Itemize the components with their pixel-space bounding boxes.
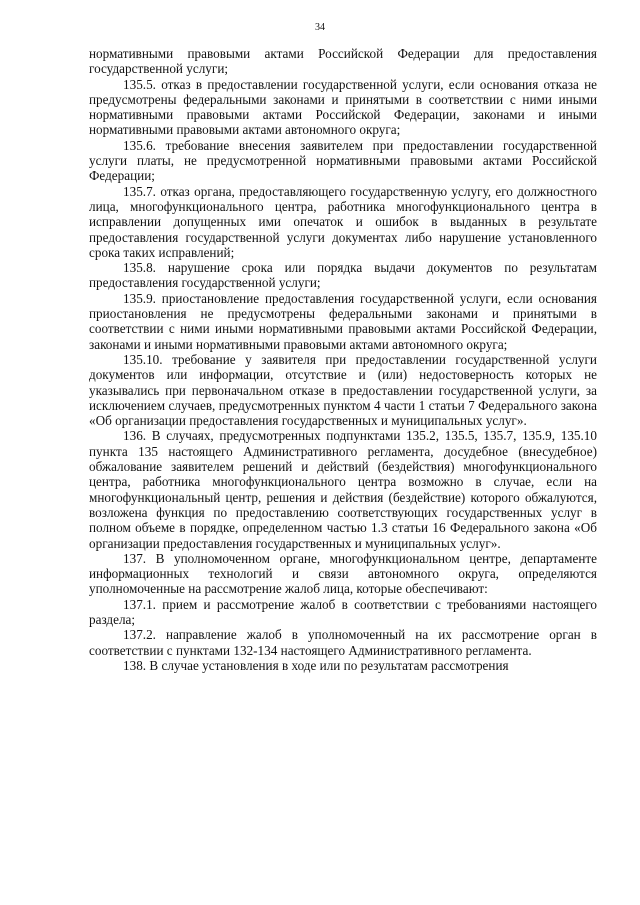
paragraph-135-5: 135.5. отказ в предоставлении государственной услуги, если основания отказа не предусмотрены федеральными законами и принятыми в соответствии с ними иными нормативными правовыми актами Российской Федерации, законами и иными нормативными правовыми актами автономного округа; — [89, 76, 597, 138]
paragraph-136: 136. В случаях, предусмотренных подпунктами 135.2, 135.5, 135.7, 135.9, 135.10 пункта 135 настоящего Административного регламента, досудебное (внесудебное) обжалование заявителем решений и действий (бездействия) многофункционального центра, работника многофункционального центра возможно в случае, если на многофункциональный центр, решения и действия (бездействие) которого обжалуются, возложена функция по предоставлению соответствующих государственных услуг в полном объеме в порядке, определенном частью 1.3 статьи 16 Федерального закона «Об организации предоставления государственных и муниципальных услуг». — [89, 428, 597, 551]
paragraph-137-2: 137.2. направление жалоб в уполномоченный на их рассмотрение орган в соответствии с пунктами 132-134 настоящего Административного регламента. — [89, 627, 597, 658]
paragraph-continuation: нормативными правовыми актами Российской Федерации для предоставления государственной услуги; — [89, 46, 597, 77]
paragraph-135-7: 135.7. отказ органа, предоставляющего государственную услугу, его должностного лица, многофункционального центра, работника многофункционального центра в исправлении допущенных ими опечаток и ошибок в выданных в результате предоставления государственной услуги документах либо нарушение установленного срока таких исправлений; — [89, 183, 597, 260]
document-body — [89, 46, 597, 673]
page-number: 34 — [315, 22, 325, 33]
paragraph-138: 138. В случае установления в ходе или по результатам рассмотрения — [123, 657, 509, 673]
paragraph-135-10: 135.10. требование у заявителя при предоставлении государственной услуги документов или информации, отсутствие и (или) недостоверность которых не указывались при первоначальном отказе в предоставлении государственной услуги, за исключением случаев, предусмотренных пунктом 4 части 1 статьи 7 Федерального закона «Об организации предоставления государственных и муниципальных услуг». — [89, 351, 597, 429]
paragraph-135-6: 135.6. требование внесения заявителем при предоставлении государственной услуги платы, не предусмотренной нормативными правовыми актами Российской Федерации; — [89, 137, 597, 184]
paragraph-137: 137. В уполномоченном органе, многофункциональном центре, департаменте информационных технологий и связи автономного округа, определяются уполномоченные на рассмотрение жалоб лица, которые обеспечивают: — [89, 550, 597, 597]
paragraph-135-8: 135.8. нарушение срока или порядка выдачи документов по результатам предоставления государственной услуги; — [89, 260, 597, 291]
paragraph-135-9: 135.9. приостановление предоставления государственной услуги, если основания приостановления не предусмотрены федеральными законами и принятыми в соответствии с ними иными нормативными правовыми актами Российской Федерации, законами и иными нормативными правовыми актами автономного округа; — [89, 290, 597, 352]
paragraph-137-1: 137.1. прием и рассмотрение жалоб в соответствии с требованиями настоящего раздела; — [89, 596, 597, 627]
